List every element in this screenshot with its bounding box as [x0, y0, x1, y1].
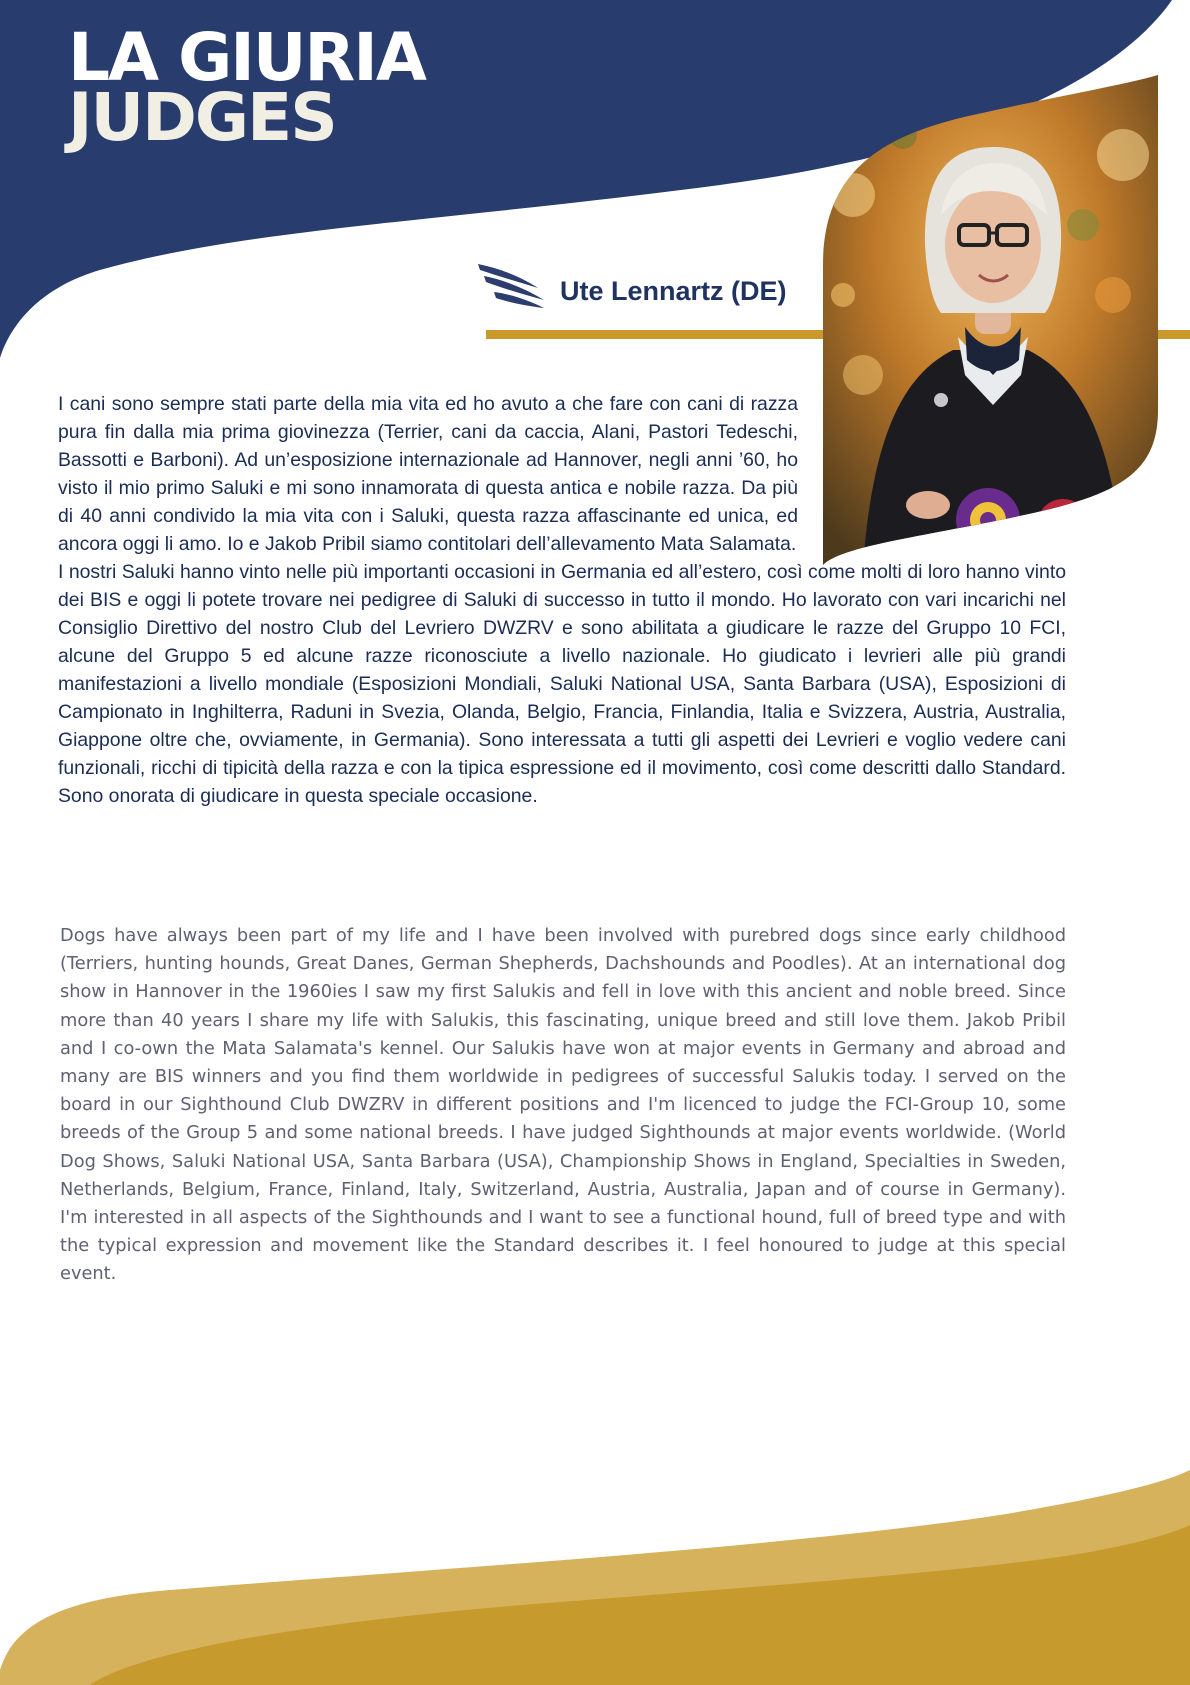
footer-wave-background	[0, 1470, 1190, 1685]
judge-name: Ute Lennartz (DE)	[560, 276, 787, 306]
biography-english: Dogs have always been part of my life and I have been involved with purebred dogs since early childhood (Terriers, hunting hounds, Great Danes, German Shepherds, Dachshounds and Poodles). At an international dog show in Hannover in the 1960ies I saw my first Salukis and fell in love with this ancient and noble breed. Since more than 40 years I share my life with Salukis, this fascinating, unique breed and still love them. Jakob Pribil and I co-own the Mata Salamata's kennel. Our Salukis have won at major events in Germany and abroad and many are BIS winners and you find them worldwide in pedigrees of successful Salukis today. I served on the board in our Sighthound Club DWZRV in different positions and I'm licenced to judge the FCI-Group 10, some breeds of the Group 5 and some national breeds. I have judged Sighthounds at major events worldwide. (World Dog Shows, Saluki National USA, Santa Barbara (USA), Championship Shows in England, Specialties in Sweden, Netherlands, Belgium, France, Finland, Italy, Switzerland, Austria, Australia, Japan and of course in Germany). I'm interested in all aspects of the Sighthounds and I want to see a functional hound, full of breed type and with the typical expression and movement like the Standard describes it. I feel honoured to judge at this special event.	[60, 925, 1066, 1285]
title-line-english: JUDGES	[68, 79, 336, 156]
biography-italian-paragraph-1: I cani sono sempre stati parte della mia vita ed ho avuto a che fare con cani di razza pura fin dalla mia prima giovinezza (Terrier, cani da caccia, Alani, Pastori Tedeschi, Bassotti e Barboni). Ad un’esposizione internazionale ad Hannover, negli anni ’60, ho visto il mio primo Saluki e mi sono innamorata di questa antica e nobile razza. Da più di 40 anni condivido la mia vita con i Saluki, questa razza affascinante ed unica, ed ancora oggi li amo. Io e Jakob Pribil siamo contitolari dell’allevamento Mata Salamata.	[58, 393, 798, 555]
wing-logo-icon	[478, 264, 546, 312]
page-title	[68, 19, 425, 156]
title-line-italian: LA GIURIA	[68, 19, 425, 96]
biography-italian	[58, 390, 1066, 810]
biography-italian-paragraph-2: I nostri Saluki hanno vinto nelle più importanti occasioni in Germania ed all’estero, così come molti di loro hanno vinto dei BIS e oggi li potete trovare nei pedigree di Saluki di successo in tutto il mondo. Ho lavorato con vari incarichi nel Consiglio Direttivo del nostro Club del Levriero DWZRV e sono abilitata a giudicare le razze del Gruppo 10 FCI, alcune del Gruppo 5 ed alcune razze riconosciute a livello nazionale. Ho giudicato i levrieri alle più grandi manifestazioni a livello mondiale (Esposizioni Mondiali, Saluki National USA, Santa Barbara (USA), Esposizioni di Campionato in Inghilterra, Raduni in Svezia, Olanda, Belgio, Francia, Finlandia, Italia e Svizzera, Austria, Australia, Giappone oltre che, ovviamente, in Germania). Sono interessata a tutti gli aspetti dei Levrieri e voglio vedere cani funzionali, ricchi di tipicità della razza e con la tipica espressione ed il movimento, così come descritti dallo Standard. Sono onorata di giudicare in questa speciale occasione.	[58, 561, 1066, 807]
